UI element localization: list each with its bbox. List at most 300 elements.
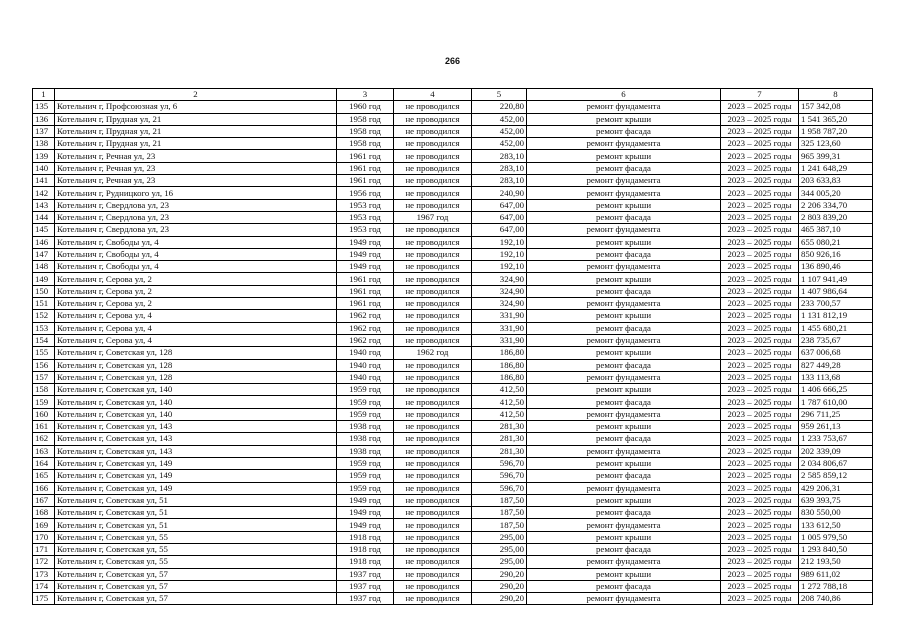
col-header: 7 <box>721 89 799 101</box>
cell-cost: 325 123,60 <box>799 138 873 150</box>
cell-address: Котельнич г, Советская ул, 57 <box>55 593 337 605</box>
table-row <box>33 162 873 174</box>
cell-area: 187,50 <box>472 494 527 506</box>
cell-work-type: ремонт крыши <box>527 384 721 396</box>
cell-address: Котельнич г, Советская ул, 128 <box>55 347 337 359</box>
cell-period: 2023 – 2025 годы <box>721 224 799 236</box>
cell-period: 2023 – 2025 годы <box>721 236 799 248</box>
cell-build-year: 1959 год <box>337 396 394 408</box>
cell-last-repair-year: не проводился <box>394 359 472 371</box>
table-row <box>33 101 873 113</box>
cell-row-number: 139 <box>33 150 55 162</box>
cell-last-repair-year: не проводился <box>394 568 472 580</box>
cell-period: 2023 – 2025 годы <box>721 531 799 543</box>
cell-work-type: ремонт фундамента <box>527 334 721 346</box>
cell-cost: 465 387,10 <box>799 224 873 236</box>
cell-address: Котельнич г, Советская ул, 57 <box>55 580 337 592</box>
table-row <box>33 310 873 322</box>
cell-address: Котельнич г, Советская ул, 143 <box>55 433 337 445</box>
cell-period: 2023 – 2025 годы <box>721 125 799 137</box>
cell-area: 596,70 <box>472 457 527 469</box>
cell-work-type: ремонт фасада <box>527 322 721 334</box>
cell-address: Котельнич г, Советская ул, 128 <box>55 371 337 383</box>
cell-last-repair-year: не проводился <box>394 433 472 445</box>
cell-build-year: 1961 год <box>337 162 394 174</box>
cell-period: 2023 – 2025 годы <box>721 384 799 396</box>
cell-last-repair-year: не проводился <box>394 248 472 260</box>
col-header: 8 <box>799 89 873 101</box>
cell-row-number: 142 <box>33 187 55 199</box>
col-header: 3 <box>337 89 394 101</box>
cell-row-number: 168 <box>33 507 55 519</box>
cell-work-type: ремонт фундамента <box>527 175 721 187</box>
cell-period: 2023 – 2025 годы <box>721 187 799 199</box>
cell-area: 324,90 <box>472 273 527 285</box>
cell-last-repair-year: не проводился <box>394 150 472 162</box>
cell-row-number: 172 <box>33 556 55 568</box>
cell-cost: 238 735,67 <box>799 334 873 346</box>
cell-work-type: ремонт крыши <box>527 494 721 506</box>
cell-work-type: ремонт фундамента <box>527 138 721 150</box>
cell-build-year: 1962 год <box>337 310 394 322</box>
table-row <box>33 236 873 248</box>
cell-cost: 989 611,02 <box>799 568 873 580</box>
cell-area: 295,00 <box>472 543 527 555</box>
cell-cost: 233 700,57 <box>799 298 873 310</box>
cell-period: 2023 – 2025 годы <box>721 457 799 469</box>
cell-period: 2023 – 2025 годы <box>721 322 799 334</box>
cell-cost: 2 206 334,70 <box>799 199 873 211</box>
cell-row-number: 159 <box>33 396 55 408</box>
cell-last-repair-year: не проводился <box>394 593 472 605</box>
cell-work-type: ремонт крыши <box>527 457 721 469</box>
cell-row-number: 166 <box>33 482 55 494</box>
cell-period: 2023 – 2025 годы <box>721 261 799 273</box>
cell-row-number: 173 <box>33 568 55 580</box>
cell-cost: 959 261,13 <box>799 421 873 433</box>
cell-work-type: ремонт фасада <box>527 248 721 260</box>
cell-build-year: 1937 год <box>337 580 394 592</box>
cell-period: 2023 – 2025 годы <box>721 298 799 310</box>
cell-area: 220,80 <box>472 101 527 113</box>
cell-period: 2023 – 2025 годы <box>721 408 799 420</box>
cell-work-type: ремонт фундамента <box>527 519 721 531</box>
cell-work-type: ремонт фундамента <box>527 224 721 236</box>
cell-work-type: ремонт фундамента <box>527 408 721 420</box>
cell-row-number: 145 <box>33 224 55 236</box>
cell-work-type: ремонт фасада <box>527 285 721 297</box>
cell-work-type: ремонт крыши <box>527 531 721 543</box>
cell-period: 2023 – 2025 годы <box>721 494 799 506</box>
table-row <box>33 445 873 457</box>
cell-last-repair-year: не проводился <box>394 261 472 273</box>
cell-area: 331,90 <box>472 334 527 346</box>
cell-cost: 1 233 753,67 <box>799 433 873 445</box>
cell-area: 186,80 <box>472 371 527 383</box>
cell-area: 290,20 <box>472 593 527 605</box>
cell-address: Котельнич г, Прудная ул, 21 <box>55 138 337 150</box>
cell-period: 2023 – 2025 годы <box>721 359 799 371</box>
cell-area: 187,50 <box>472 507 527 519</box>
cell-build-year: 1959 год <box>337 482 394 494</box>
cell-last-repair-year: не проводился <box>394 556 472 568</box>
cell-build-year: 1940 год <box>337 371 394 383</box>
table-row <box>33 408 873 420</box>
cell-work-type: ремонт фундамента <box>527 593 721 605</box>
cell-address: Котельнич г, Серова ул, 2 <box>55 273 337 285</box>
cell-last-repair-year: не проводился <box>394 113 472 125</box>
cell-build-year: 1937 год <box>337 568 394 580</box>
cell-build-year: 1962 год <box>337 334 394 346</box>
cell-last-repair-year: не проводился <box>394 175 472 187</box>
cell-address: Котельнич г, Серова ул, 2 <box>55 285 337 297</box>
table-row <box>33 175 873 187</box>
cell-cost: 850 926,16 <box>799 248 873 260</box>
cell-last-repair-year: не проводился <box>394 519 472 531</box>
table-row <box>33 580 873 592</box>
cell-area: 192,10 <box>472 236 527 248</box>
cell-last-repair-year: не проводился <box>394 236 472 248</box>
cell-build-year: 1958 год <box>337 125 394 137</box>
cell-work-type: ремонт фасада <box>527 396 721 408</box>
cell-address: Котельнич г, Речная ул, 23 <box>55 150 337 162</box>
cell-row-number: 135 <box>33 101 55 113</box>
cell-address: Котельнич г, Серова ул, 4 <box>55 310 337 322</box>
cell-row-number: 136 <box>33 113 55 125</box>
cell-cost: 133 612,50 <box>799 519 873 531</box>
cell-work-type: ремонт крыши <box>527 150 721 162</box>
cell-address: Котельнич г, Советская ул, 55 <box>55 543 337 555</box>
table-row <box>33 261 873 273</box>
cell-row-number: 151 <box>33 298 55 310</box>
cell-row-number: 167 <box>33 494 55 506</box>
cell-area: 295,00 <box>472 556 527 568</box>
table-row <box>33 543 873 555</box>
cell-area: 281,30 <box>472 433 527 445</box>
cell-address: Котельнич г, Советская ул, 149 <box>55 457 337 469</box>
cell-cost: 830 550,00 <box>799 507 873 519</box>
cell-last-repair-year: не проводился <box>394 285 472 297</box>
cell-cost: 208 740,86 <box>799 593 873 605</box>
cell-build-year: 1961 год <box>337 285 394 297</box>
cell-period: 2023 – 2025 годы <box>721 396 799 408</box>
table-row <box>33 396 873 408</box>
table-row <box>33 531 873 543</box>
cell-build-year: 1949 год <box>337 494 394 506</box>
cell-area: 647,00 <box>472 211 527 223</box>
cell-period: 2023 – 2025 годы <box>721 175 799 187</box>
cell-row-number: 154 <box>33 334 55 346</box>
cell-address: Котельнич г, Профсоюзная ул, 6 <box>55 101 337 113</box>
cell-area: 331,90 <box>472 310 527 322</box>
cell-last-repair-year: не проводился <box>394 580 472 592</box>
cell-area: 187,50 <box>472 519 527 531</box>
cell-build-year: 1937 год <box>337 593 394 605</box>
cell-last-repair-year: не проводился <box>394 531 472 543</box>
cell-area: 186,80 <box>472 347 527 359</box>
cell-build-year: 1961 год <box>337 150 394 162</box>
cell-period: 2023 – 2025 годы <box>721 568 799 580</box>
cell-last-repair-year: не проводился <box>394 457 472 469</box>
cell-work-type: ремонт фасада <box>527 507 721 519</box>
cell-address: Котельнич г, Свердлова ул, 23 <box>55 224 337 236</box>
cell-last-repair-year: не проводился <box>394 470 472 482</box>
cell-cost: 1 958 787,20 <box>799 125 873 137</box>
table-row <box>33 248 873 260</box>
cell-area: 596,70 <box>472 470 527 482</box>
cell-area: 281,30 <box>472 445 527 457</box>
cell-area: 186,80 <box>472 359 527 371</box>
table-row <box>33 322 873 334</box>
cell-last-repair-year: не проводился <box>394 396 472 408</box>
cell-last-repair-year: не проводился <box>394 125 472 137</box>
cell-period: 2023 – 2025 годы <box>721 285 799 297</box>
table-row <box>33 285 873 297</box>
cell-cost: 1 787 610,00 <box>799 396 873 408</box>
cell-build-year: 1949 год <box>337 261 394 273</box>
cell-area: 281,30 <box>472 421 527 433</box>
cell-work-type: ремонт фундамента <box>527 445 721 457</box>
cell-build-year: 1918 год <box>337 556 394 568</box>
cell-row-number: 147 <box>33 248 55 260</box>
col-header: 6 <box>527 89 721 101</box>
cell-address: Котельнич г, Свердлова ул, 23 <box>55 199 337 211</box>
cell-work-type: ремонт фасада <box>527 433 721 445</box>
cell-build-year: 1949 год <box>337 507 394 519</box>
cell-row-number: 175 <box>33 593 55 605</box>
cell-area: 290,20 <box>472 580 527 592</box>
cell-row-number: 140 <box>33 162 55 174</box>
cell-build-year: 1961 год <box>337 175 394 187</box>
cell-work-type: ремонт фундамента <box>527 261 721 273</box>
table-row <box>33 113 873 125</box>
cell-row-number: 170 <box>33 531 55 543</box>
table-row <box>33 482 873 494</box>
cell-period: 2023 – 2025 годы <box>721 445 799 457</box>
cell-last-repair-year: 1962 год <box>394 347 472 359</box>
cell-cost: 344 005,20 <box>799 187 873 199</box>
col-header: 2 <box>55 89 337 101</box>
cell-cost: 2 585 859,12 <box>799 470 873 482</box>
cell-cost: 1 541 365,20 <box>799 113 873 125</box>
cell-last-repair-year: не проводился <box>394 543 472 555</box>
cell-build-year: 1938 год <box>337 421 394 433</box>
cell-build-year: 1953 год <box>337 211 394 223</box>
cell-cost: 639 393,75 <box>799 494 873 506</box>
cell-area: 596,70 <box>472 482 527 494</box>
cell-period: 2023 – 2025 годы <box>721 138 799 150</box>
cell-address: Котельнич г, Советская ул, 143 <box>55 421 337 433</box>
cell-row-number: 153 <box>33 322 55 334</box>
table-row <box>33 125 873 137</box>
cell-period: 2023 – 2025 годы <box>721 310 799 322</box>
cell-last-repair-year: не проводился <box>394 138 472 150</box>
cell-last-repair-year: не проводился <box>394 371 472 383</box>
cell-cost: 1 005 979,50 <box>799 531 873 543</box>
cell-row-number: 174 <box>33 580 55 592</box>
cell-area: 283,10 <box>472 175 527 187</box>
cell-area: 647,00 <box>472 199 527 211</box>
cell-build-year: 1940 год <box>337 347 394 359</box>
cell-address: Котельнич г, Свободы ул, 4 <box>55 261 337 273</box>
cell-build-year: 1956 год <box>337 187 394 199</box>
cell-last-repair-year: не проводился <box>394 384 472 396</box>
cell-area: 331,90 <box>472 322 527 334</box>
cell-cost: 1 272 788,18 <box>799 580 873 592</box>
cell-last-repair-year: не проводился <box>394 482 472 494</box>
table-row <box>33 334 873 346</box>
cell-address: Котельнич г, Советская ул, 140 <box>55 408 337 420</box>
table-row <box>33 470 873 482</box>
cell-last-repair-year: не проводился <box>394 507 472 519</box>
cell-build-year: 1960 год <box>337 101 394 113</box>
cell-area: 283,10 <box>472 150 527 162</box>
cell-work-type: ремонт крыши <box>527 199 721 211</box>
cell-row-number: 152 <box>33 310 55 322</box>
cell-cost: 157 342,08 <box>799 101 873 113</box>
page-number: 266 <box>444 56 461 66</box>
cell-area: 452,00 <box>472 125 527 137</box>
table-row <box>33 519 873 531</box>
cell-last-repair-year: не проводился <box>394 445 472 457</box>
table-row <box>33 359 873 371</box>
cell-row-number: 148 <box>33 261 55 273</box>
cell-address: Котельнич г, Советская ул, 149 <box>55 482 337 494</box>
cell-area: 283,10 <box>472 162 527 174</box>
cell-period: 2023 – 2025 годы <box>721 470 799 482</box>
cell-row-number: 150 <box>33 285 55 297</box>
cell-period: 2023 – 2025 годы <box>721 211 799 223</box>
table-row <box>33 224 873 236</box>
cell-area: 240,90 <box>472 187 527 199</box>
col-header: 1 <box>33 89 55 101</box>
cell-address: Котельнич г, Прудная ул, 21 <box>55 113 337 125</box>
table-row <box>33 138 873 150</box>
cell-cost: 655 080,21 <box>799 236 873 248</box>
cell-work-type: ремонт фундамента <box>527 556 721 568</box>
cell-last-repair-year: не проводился <box>394 298 472 310</box>
cell-period: 2023 – 2025 годы <box>721 113 799 125</box>
cell-work-type: ремонт фасада <box>527 543 721 555</box>
cell-work-type: ремонт крыши <box>527 113 721 125</box>
cell-area: 192,10 <box>472 248 527 260</box>
cell-area: 412,50 <box>472 408 527 420</box>
cell-address: Котельнич г, Серова ул, 4 <box>55 322 337 334</box>
cell-period: 2023 – 2025 годы <box>721 543 799 555</box>
table-row <box>33 384 873 396</box>
cell-build-year: 1959 год <box>337 470 394 482</box>
cell-period: 2023 – 2025 годы <box>721 248 799 260</box>
table-row <box>33 457 873 469</box>
cell-work-type: ремонт фасада <box>527 470 721 482</box>
cell-address: Котельнич г, Советская ул, 51 <box>55 507 337 519</box>
cell-work-type: ремонт фундамента <box>527 101 721 113</box>
cell-row-number: 169 <box>33 519 55 531</box>
cell-address: Котельнич г, Речная ул, 23 <box>55 175 337 187</box>
cell-address: Котельнич г, Советская ул, 149 <box>55 470 337 482</box>
cell-row-number: 161 <box>33 421 55 433</box>
cell-address: Котельнич г, Свободы ул, 4 <box>55 236 337 248</box>
cell-build-year: 1940 год <box>337 359 394 371</box>
cell-area: 324,90 <box>472 285 527 297</box>
cell-build-year: 1959 год <box>337 408 394 420</box>
cell-row-number: 149 <box>33 273 55 285</box>
cell-work-type: ремонт фундамента <box>527 371 721 383</box>
cell-build-year: 1961 год <box>337 273 394 285</box>
cell-period: 2023 – 2025 годы <box>721 162 799 174</box>
cell-area: 324,90 <box>472 298 527 310</box>
cell-area: 295,00 <box>472 531 527 543</box>
cell-cost: 1 407 986,64 <box>799 285 873 297</box>
cell-period: 2023 – 2025 годы <box>721 519 799 531</box>
cell-row-number: 141 <box>33 175 55 187</box>
table-row <box>33 199 873 211</box>
cell-row-number: 157 <box>33 371 55 383</box>
cell-period: 2023 – 2025 годы <box>721 150 799 162</box>
cell-build-year: 1949 год <box>337 248 394 260</box>
cell-row-number: 138 <box>33 138 55 150</box>
cell-period: 2023 – 2025 годы <box>721 433 799 445</box>
cell-cost: 2 034 806,67 <box>799 457 873 469</box>
cell-address: Котельнич г, Советская ул, 140 <box>55 384 337 396</box>
cell-build-year: 1949 год <box>337 519 394 531</box>
cell-build-year: 1958 год <box>337 113 394 125</box>
cell-last-repair-year: не проводился <box>394 199 472 211</box>
cell-address: Котельнич г, Прудная ул, 21 <box>55 125 337 137</box>
table-row <box>33 150 873 162</box>
cell-area: 192,10 <box>472 261 527 273</box>
col-header: 5 <box>472 89 527 101</box>
table-row <box>33 507 873 519</box>
cell-work-type: ремонт фасада <box>527 211 721 223</box>
cell-row-number: 171 <box>33 543 55 555</box>
cell-cost: 965 399,31 <box>799 150 873 162</box>
cell-period: 2023 – 2025 годы <box>721 580 799 592</box>
cell-cost: 637 006,68 <box>799 347 873 359</box>
cell-period: 2023 – 2025 годы <box>721 507 799 519</box>
cell-area: 452,00 <box>472 138 527 150</box>
cell-last-repair-year: не проводился <box>394 224 472 236</box>
cell-period: 2023 – 2025 годы <box>721 347 799 359</box>
table-row <box>33 433 873 445</box>
cell-work-type: ремонт крыши <box>527 273 721 285</box>
cell-work-type: ремонт фундамента <box>527 482 721 494</box>
table-row <box>33 593 873 605</box>
cell-area: 412,50 <box>472 384 527 396</box>
cell-row-number: 165 <box>33 470 55 482</box>
table-row <box>33 371 873 383</box>
cell-last-repair-year: не проводился <box>394 322 472 334</box>
cell-period: 2023 – 2025 годы <box>721 556 799 568</box>
cell-cost: 202 339,09 <box>799 445 873 457</box>
cell-area: 452,00 <box>472 113 527 125</box>
header-row <box>33 89 873 101</box>
cell-period: 2023 – 2025 годы <box>721 593 799 605</box>
cell-period: 2023 – 2025 годы <box>721 334 799 346</box>
cell-period: 2023 – 2025 годы <box>721 421 799 433</box>
cell-area: 290,20 <box>472 568 527 580</box>
cell-row-number: 160 <box>33 408 55 420</box>
cell-row-number: 163 <box>33 445 55 457</box>
cell-cost: 1 455 680,21 <box>799 322 873 334</box>
cell-cost: 136 890,46 <box>799 261 873 273</box>
cell-build-year: 1938 год <box>337 433 394 445</box>
cell-address: Котельнич г, Советская ул, 55 <box>55 531 337 543</box>
cell-area: 647,00 <box>472 224 527 236</box>
cell-area: 412,50 <box>472 396 527 408</box>
cell-last-repair-year: 1967 год <box>394 211 472 223</box>
cell-cost: 827 449,28 <box>799 359 873 371</box>
